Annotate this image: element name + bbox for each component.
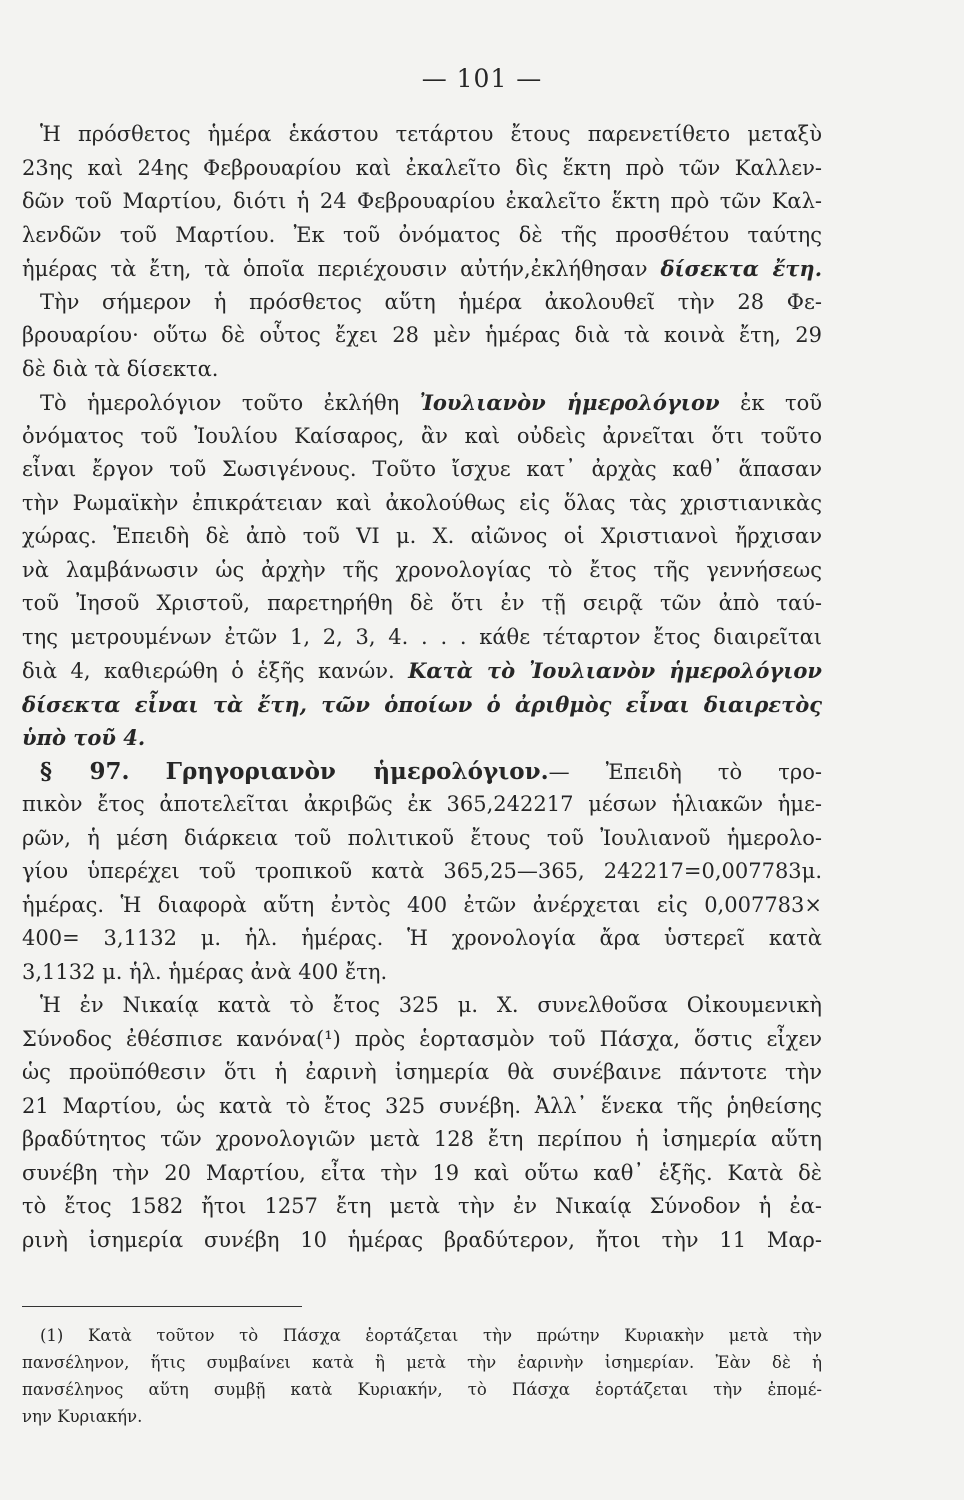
text-line: Σύνοδος ἐθέσπισε κανόνα(¹) πρὸς ἑορτασμὸν τοῦ Πάσχα, ὅστις εἶχεν	[22, 1026, 822, 1051]
text-line: 23ης καὶ 24ης Φεβρουαρίου καὶ ἐκαλεῖτο δὶς ἕκτη πρὸ τῶν Καλλεν-	[22, 155, 822, 180]
text-line: 3,1132 μ. ἡλ. ἡμέρας ἀνὰ 400 ἔτη.	[22, 959, 388, 984]
text-line: τὸ ἔτος 1582 ἤτοι 1257 ἔτη μετὰ τὴν ἐν Νικαίᾳ Σύνοδον ἡ ἐα-	[22, 1194, 822, 1218]
text-line: Ἡ ἐν Νικαίᾳ κατὰ τὸ ἔτος 325 μ. Χ. συνελθοῦσα Οἰκουμενικὴ	[40, 993, 822, 1017]
text-fragment: — Ἐπειδὴ τὸ τρο-	[548, 759, 822, 784]
text-fragment: διὰ 4, καθιερώθη ὁ ἑξῆς κανών.	[22, 659, 395, 683]
text-line: συνέβη τὴν 20 Μαρτίου, εἶτα τὴν 19 καὶ οὕτω καθ᾽ ἑξῆς. Κατὰ δὲ	[22, 1160, 822, 1185]
section-title: Γρηγοριανὸν ἡμερολόγιον.	[165, 757, 549, 785]
text-line: νὰ λαμβάνωσιν ὡς ἀρχὴν τῆς χρονολογίας τὸ ἔτος τῆς γεννήσεως	[22, 557, 822, 582]
text-line: 400= 3,1132 μ. ἡλ. ἡμέρας. Ἡ χρονολογία ἄρα ὑστερεῖ κατὰ	[22, 926, 822, 950]
footnote-line: (1) Κατὰ τοῦτον τὸ Πάσχα ἑορτάζεται τὴν πρώτην Κυριακὴν μετὰ τὴν	[40, 1326, 822, 1345]
text-line: 21 Μαρτίου, ὡς κατὰ τὸ ἔτος 325 συνέβη. Ἀλλ᾽ ἕνεκα τῆς ῥηθείσης	[22, 1093, 822, 1118]
text-line: Ἡ πρόσθετος ἡμέρα ἑκάστου τετάρτου ἔτους παρενετίθετο μεταξὺ	[40, 122, 822, 146]
text-line	[22, 252, 822, 286]
footnote-line: πανσέληνος αὕτη συμβῇ κατὰ Κυριακήν, τὸ Πάσχα ἑορτάζεται τὴν ἑπομέ-	[22, 1380, 822, 1399]
text-line: ὡς προϋπόθεσιν ὅτι ἡ ἐαρινὴ ἰσημερία θὰ συνέβαινε πάντοτε τὴν	[22, 1060, 822, 1084]
text-fragment: ἐκ τοῦ	[740, 391, 822, 415]
term-ioulianon-imerologion: Ἰουλιανὸν ἡμερολόγιον	[419, 390, 720, 415]
text-line: λενδῶν τοῦ Μαρτίου. Ἐκ τοῦ ὀνόματος δὲ τῆς προσθέτου ταύτης	[22, 222, 822, 247]
section-heading-line	[22, 755, 822, 789]
julian-rule-text: δίσεκτα εἶναι τὰ ἔτη, τῶν ὁποίων ὁ ἀριθμὸς εἶναι διαιρετὸς	[22, 691, 822, 717]
text-line: εἶναι ἔργον τοῦ Σωσιγένους. Τοῦτο ἴσχυε κατ᾽ ἀρχὰς καθ᾽ ἅπασαν	[22, 457, 822, 481]
text-line: πικὸν ἔτος ἀποτελεῖται ἀκριβῶς ἐκ 365,242217 μέσων ἡλιακῶν ἡμε-	[22, 792, 822, 816]
footnote-line: πανσέληνον, ἥτις συμβαίνει κατὰ ἢ μετὰ τὴν ἐαρινὴν ἰσημερίαν. Ἐὰν δὲ ἡ	[22, 1353, 822, 1372]
term-disekta-ete: δίσεκτα ἔτη.	[660, 256, 822, 281]
julian-rule-start: Κατὰ τὸ Ἰουλιανὸν ἡμερολόγιον	[408, 658, 822, 683]
text-line: γίου ὑπερέχει τοῦ τροπικοῦ κατὰ 365,25—365, 242217=0,007783μ.	[22, 859, 822, 883]
text-fragment: Τὸ ἡμερολόγιον τοῦτο ἐκλήθη	[40, 391, 400, 415]
text-line: δὲ διὰ τὰ δίσεκτα.	[22, 356, 219, 381]
text-line: ὀνόματος τοῦ Ἰουλίου Καίσαρος, ἂν καὶ οὐδεὶς ἀρνεῖται ὅτι τοῦτο	[22, 423, 822, 448]
section-number: § 97.	[40, 757, 130, 785]
text-line: ἡμέρας. Ἡ διαφορὰ αὕτη ἐντὸς 400 ἐτῶν ἀνέρχεται εἰς 0,007783×	[22, 892, 822, 917]
text-line: ρῶν, ἡ μέση διάρκεια τοῦ πολιτικοῦ ἔτους τοῦ Ἰουλιανοῦ ἡμερολο-	[22, 825, 822, 850]
footnote-line: νην Κυριακήν.	[22, 1407, 143, 1426]
text-line: βρουαρίου· οὕτω δὲ οὗτος ἔχει 28 μὲν ἡμέρας διὰ τὰ κοινὰ ἔτη, 29	[22, 323, 822, 347]
page-number: — 101 —	[421, 64, 543, 93]
text-line	[22, 654, 822, 688]
text-line: βραδύτητος τῶν χρονολογιῶν μετὰ 128 ἔτη περίπου ἡ ἰσημερία αὕτη	[22, 1127, 822, 1151]
footnote-divider	[22, 1306, 302, 1307]
julian-rule-end: ὑπὸ τοῦ 4.	[22, 725, 146, 750]
text-line: δῶν τοῦ Μαρτίου, διότι ἡ 24 Φεβρουαρίου ἐκαλεῖτο ἕκτη πρὸ τῶν Καλ-	[22, 189, 822, 213]
text-line: Τὴν σήμερον ἡ πρόσθετος αὕτη ἡμέρα ἀκολουθεῖ τὴν 28 Φε-	[40, 289, 822, 314]
text-line: της μετρουμένων ἐτῶν 1, 2, 3, 4. . . . κάθε τέταρτον ἔτος διαιρεῖται	[22, 624, 822, 649]
text-line: χώρας. Ἐπειδὴ δὲ ἀπὸ τοῦ VI μ. Χ. αἰῶνος οἱ Χριστιανοὶ ἤρχισαν	[22, 524, 822, 548]
body-text	[22, 118, 822, 1257]
text-line: ρινὴ ἰσημερία συνέβη 10 ἡμέρας βραδύτερον, ἤτοι τὴν 11 Μαρ-	[22, 1227, 822, 1252]
text-line: τὴν Ρωμαϊκὴν ἐπικράτειαν καὶ ἀκολούθως εἰς ὅλας τὰς χριστιανικὰς	[22, 490, 822, 515]
footnote	[22, 1322, 822, 1430]
text-line: τοῦ Ἰησοῦ Χριστοῦ, παρετηρήθη δὲ ὅτι ἐν τῇ σειρᾷ τῶν ἀπὸ ταύ-	[22, 591, 822, 615]
text-fragment: ἡμέρας τὰ ἔτη, τὰ ὁποῖα περιέχουσιν αὐτήν,ἐκλήθησαν	[22, 257, 648, 281]
text-line	[22, 386, 822, 420]
